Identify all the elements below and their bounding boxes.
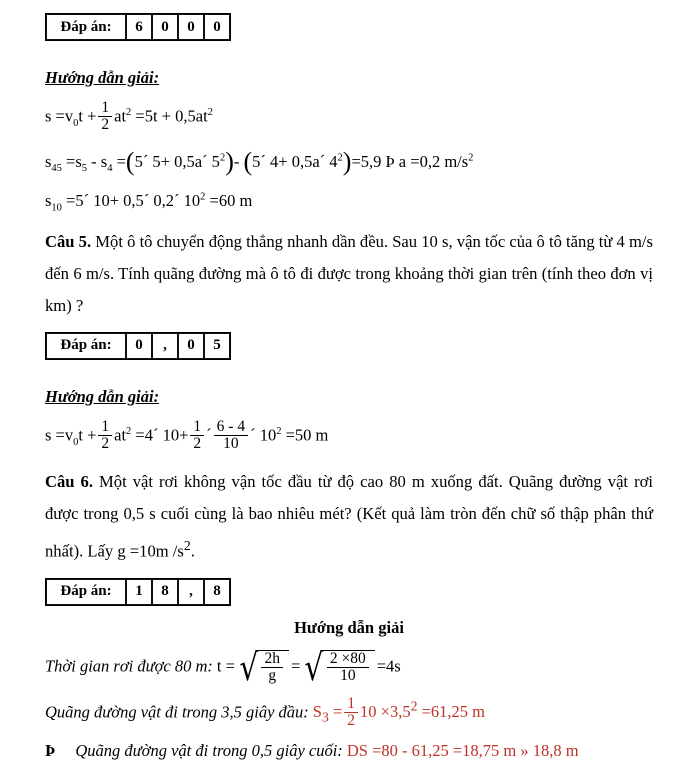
- math-subscript: 5: [81, 162, 88, 174]
- math-token: S: [312, 702, 322, 722]
- answer-cell: ,: [178, 579, 204, 605]
- guide-heading-q6: Hướng dẫn giải: [294, 617, 404, 637]
- question-5-text: Một ô tô chuyển động thẳng nhanh dần đều. Sau 10 s, vận tốc của ô tô tăng từ 4 m/s đến 6 m/s. Tính quãng đường mà ô tô đi được trong khoảng thời gian trên (tính theo đơn vị km) ?: [45, 231, 653, 315]
- math-subscript: 45: [51, 162, 62, 174]
- math-token: =5´ 10+ 0,5´ 0,2´ 10: [61, 190, 201, 210]
- fraction-denominator: 2: [98, 435, 112, 452]
- answer-cell: 8: [152, 579, 178, 605]
- answer-table-q6: [45, 578, 231, 606]
- math-subscript: 10: [51, 201, 62, 213]
- question-6-paragraph: [45, 466, 653, 568]
- distance-first-line: [45, 694, 653, 731]
- guide-heading-q5: Hướng dẫn giải:: [45, 386, 160, 406]
- math-token: s =: [45, 425, 65, 445]
- fraction: [98, 419, 112, 453]
- math-token: - s: [87, 151, 108, 171]
- math-token: =5t + 0,5at: [131, 106, 208, 126]
- math-token: -: [233, 151, 244, 171]
- fraction-numerator: 6 - 4: [216, 417, 246, 435]
- fraction-denominator: 10: [214, 435, 248, 452]
- table-row: [46, 333, 230, 359]
- radical-sign: √: [304, 645, 324, 689]
- formula-distance-general: [45, 101, 653, 135]
- guide-heading-q4: Hướng dẫn giải:: [45, 68, 160, 87]
- math-superscript: 2: [207, 107, 213, 119]
- distance-first-formula: [312, 694, 485, 730]
- math-subscript: 4: [107, 162, 113, 174]
- paren-open: (: [243, 146, 253, 176]
- fraction-numerator: 1: [101, 99, 110, 116]
- math-token: t +: [78, 425, 97, 445]
- period: .: [190, 541, 195, 561]
- math-token: s: [45, 151, 52, 171]
- paren-close: ): [225, 146, 234, 176]
- math-token: 5´ 5+ 0,5a´ 5: [134, 151, 220, 171]
- table-row: [46, 14, 230, 40]
- math-superscript: 2: [183, 538, 191, 554]
- answer-cell: 0: [178, 14, 204, 40]
- multiply-sign: ´: [206, 425, 212, 445]
- distance-last-formula: DS =80 - 61,25 =18,75 m » 18,8 m: [346, 741, 579, 761]
- math-token: =: [328, 702, 343, 722]
- math-token: =50 m: [281, 425, 329, 445]
- math-subscript: 0: [73, 436, 79, 448]
- answer-label: Đáp án:: [46, 333, 126, 359]
- answer-cell: 0: [126, 333, 152, 359]
- g-value: g =10m /s: [117, 541, 184, 561]
- math-token: =60 m: [205, 190, 253, 210]
- multiply-sign: ´: [250, 425, 256, 445]
- math-token: at: [114, 106, 127, 126]
- question-5-paragraph: [45, 226, 653, 322]
- math-token: =5,9 Þ a =0,2 m/s: [351, 151, 469, 171]
- answer-cell: 6: [126, 14, 152, 40]
- fraction-denominator: g: [261, 667, 283, 684]
- question-5-label: Câu 5.: [45, 231, 92, 251]
- math-token: =: [112, 151, 126, 171]
- time-of-fall-line: [45, 645, 653, 689]
- paren-close: ): [342, 146, 352, 176]
- math-superscript: 2: [126, 107, 132, 119]
- math-token: =4s: [376, 656, 401, 676]
- answer-cell: 5: [204, 333, 230, 359]
- square-root: [237, 645, 289, 689]
- fraction: [261, 651, 283, 685]
- fraction-numerator: 1: [101, 417, 110, 435]
- fraction-denominator: 2: [190, 435, 204, 452]
- formula-q5-distance: [45, 417, 653, 454]
- fraction-denominator: 2: [98, 116, 112, 133]
- fraction-numerator: 1: [193, 417, 202, 435]
- time-label: Thời gian rơi được 80 m:: [45, 656, 213, 676]
- answer-cell: 0: [178, 333, 204, 359]
- question-6-text: Một vật rơi không vận tốc đầu từ độ cao 80 m xuống đất. Quãng đường vật rơi được trong 0,5 s cuối cùng là bao nhiêu mét? (Kết quả làm tròn đến chữ số thập phân thứ nhất). Lấy: [45, 472, 653, 561]
- answer-cell: 1: [126, 579, 152, 605]
- math-superscript: 2: [126, 425, 132, 437]
- math-token: at: [114, 425, 127, 445]
- math-subscript: 3: [321, 709, 329, 725]
- answer-cell: 0: [204, 14, 230, 40]
- answer-label: Đáp án:: [46, 14, 126, 40]
- fraction-denominator: 10: [327, 667, 369, 684]
- fraction: [190, 419, 204, 453]
- math-superscript: 2: [219, 151, 226, 163]
- answer-cell: ,: [152, 333, 178, 359]
- answer-cell: 0: [152, 14, 178, 40]
- math-superscript: 2: [468, 151, 474, 163]
- formula-s10: [45, 191, 653, 213]
- math-token: s: [45, 190, 52, 210]
- answer-table-q4: [45, 13, 231, 41]
- fraction-denominator: 2: [344, 712, 358, 729]
- math-token: v: [64, 106, 74, 126]
- paren-open: (: [125, 146, 135, 176]
- fraction-numerator: 1: [347, 694, 356, 712]
- fraction-numerator: 2h: [264, 649, 280, 667]
- fraction: [98, 100, 112, 134]
- math-token: t +: [78, 106, 97, 126]
- math-superscript: 2: [337, 151, 343, 163]
- distance-last-label: Quãng đường vật đi trong 0,5 giây cuối:: [75, 741, 343, 761]
- fraction-numerator: 2 ×80: [329, 649, 366, 667]
- radical-sign: √: [239, 645, 259, 689]
- distance-last-line: [45, 741, 653, 761]
- distance-first-label: Quãng đường vật đi trong 3,5 giây đầu:: [45, 702, 309, 722]
- math-token: t =: [216, 656, 235, 676]
- math-token: =s: [61, 151, 82, 171]
- math-subscript: 0: [73, 117, 79, 129]
- fraction: [214, 419, 248, 453]
- table-row: [46, 579, 230, 605]
- math-token: s =: [45, 106, 65, 126]
- question-6-label: Câu 6.: [45, 472, 93, 492]
- math-superscript: 2: [410, 698, 418, 714]
- math-token: =4´ 10+: [131, 425, 189, 445]
- fraction: [327, 651, 369, 685]
- math-token: v: [64, 425, 74, 445]
- radicand: [323, 650, 375, 686]
- math-superscript: 2: [276, 425, 282, 437]
- formula-acceleration: [45, 148, 653, 178]
- answer-cell: 8: [204, 579, 230, 605]
- math-token: =: [290, 656, 301, 676]
- math-token: 10 ×3,5: [360, 702, 411, 722]
- radicand: [257, 650, 289, 686]
- math-token: 5´ 4+ 0,5a´ 4: [252, 151, 338, 171]
- implies-symbol: Þ: [45, 741, 56, 761]
- math-superscript: 2: [200, 191, 206, 203]
- square-root: [302, 645, 374, 689]
- answer-label: Đáp án:: [46, 579, 126, 605]
- math-token: 10: [255, 425, 277, 445]
- fraction: [344, 696, 358, 730]
- answer-table-q5: [45, 332, 231, 360]
- math-token: =61,25 m: [417, 702, 485, 722]
